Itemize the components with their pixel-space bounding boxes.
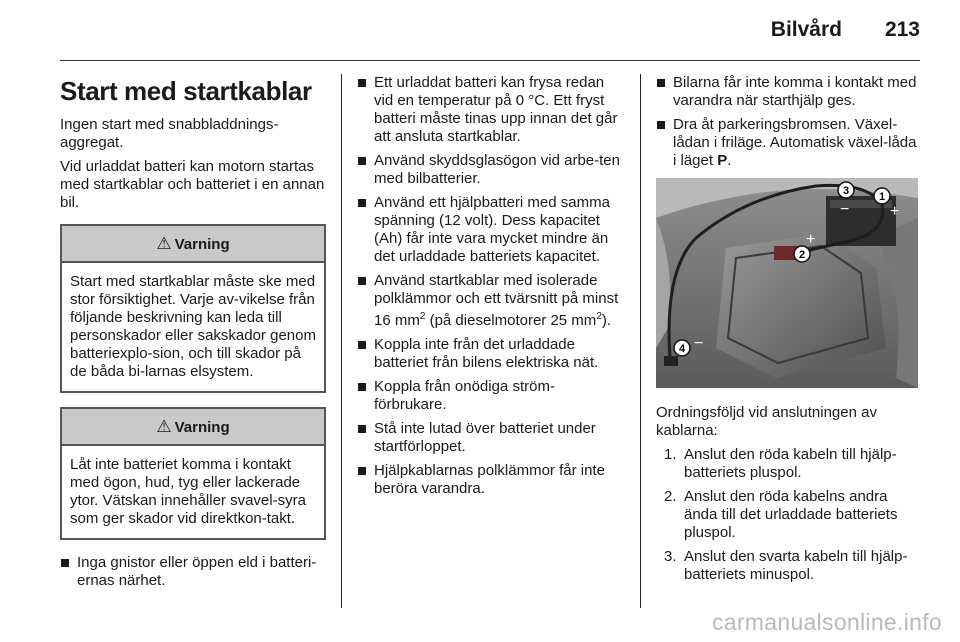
list-item: Koppla från onödiga ström-förbrukare. xyxy=(357,378,623,414)
warning-title-text: Varning xyxy=(174,419,230,436)
list-item: Ett urladdat batteri kan frysa redan vid en temperatur på 0 °C. Ett fryst batteri måste tinas upp innan det går att ansluta startkablar. xyxy=(357,74,623,146)
list-item: Använd skyddsglasögon vid arbe-ten med bilbatterier. xyxy=(357,152,623,188)
bullet-list-col1 xyxy=(60,554,326,590)
list-item: 1. Anslut den röda kabeln till hjälp-batteriets pluspol. xyxy=(664,446,897,481)
warning-box-2 xyxy=(60,407,326,540)
page-header xyxy=(60,16,920,60)
list-item: 2. Anslut den röda kabelns andra ända till det urladdade batteriets pluspol. xyxy=(664,488,898,541)
list-item: Dra åt parkeringsbromsen. Växel-lådan i friläge. Automatisk växel-låda i läget P. xyxy=(656,116,922,170)
list-item: Stå inte lutad över batteriet under startförloppet. xyxy=(357,420,623,456)
list-item: 3. Anslut den svarta kabeln till hjälp-batteriets minuspol. xyxy=(664,548,908,583)
warning-triangle-icon: ⚠ xyxy=(156,417,172,436)
column-3 xyxy=(656,74,922,590)
column-2 xyxy=(357,74,623,504)
bullet-square-icon xyxy=(358,425,366,433)
warning-text: Start med startkablar måste ske med stor försiktighet. Varje av-vikelse från följande beskrivning kan leda till personskador eller sakskador genom batteriexplo-sion, och till skador på de båda bi-larnas elsystem. xyxy=(70,273,316,380)
bullet-square-icon xyxy=(358,79,366,87)
section-name: Bilvård xyxy=(770,18,842,41)
svg-text:4: 4 xyxy=(678,343,686,355)
bullet-list-col3 xyxy=(656,74,922,170)
warning-title-text: Varning xyxy=(174,236,230,253)
plus-sign-1: + xyxy=(890,203,900,220)
list-item: Bilarna får inte komma i kontakt med varandra när starthjälp ges. xyxy=(656,74,922,110)
callout-4 xyxy=(674,340,690,356)
warning-triangle-icon: ⚠ xyxy=(156,234,172,253)
sequence-intro: Ordningsföljd vid anslutningen av kablarna: xyxy=(656,404,877,439)
watermark: carmanualsonline.info xyxy=(711,609,942,635)
bullet-square-icon xyxy=(358,277,366,285)
svg-text:2: 2 xyxy=(798,249,806,261)
list-item: Använd startkablar med isolerade polklämmor och ett tvärsnitt på minst 16 $mm^2$ (på dieselmotorer 25 $mm^2$). xyxy=(357,272,623,330)
warning-box-1 xyxy=(60,224,326,393)
column-divider-2 xyxy=(640,74,641,608)
bullet-square-icon xyxy=(358,157,366,165)
callout-3 xyxy=(838,182,854,198)
warning-title xyxy=(62,226,324,263)
bullet-square-icon xyxy=(657,121,665,129)
intro-paragraph-1: Ingen start med snabbladdnings-aggregat. xyxy=(60,116,279,151)
plus-sign-2: + xyxy=(806,231,816,248)
connection-steps xyxy=(656,446,922,584)
bullet-square-icon xyxy=(61,559,69,567)
bullet-square-icon xyxy=(358,467,366,475)
callout-1 xyxy=(874,188,890,204)
intro-paragraph-2: Vid urladdat batteri kan motorn startas med startkablar och batteriet i en annan bil. xyxy=(60,158,325,211)
warning-title xyxy=(62,409,324,446)
header-rule xyxy=(60,60,920,61)
list-item: Använd ett hjälpbatteri med samma spänning (12 volt). Dess kapacitet (Ah) får inte vara mycket mindre än det urladdade batteriets kapacitet. xyxy=(357,194,623,266)
bullet-square-icon xyxy=(358,341,366,349)
minus-sign-1: − xyxy=(840,201,850,218)
svg-text:1: 1 xyxy=(878,191,886,203)
callout-2 xyxy=(794,246,810,262)
minus-sign-2: − xyxy=(694,335,704,352)
list-item: Hjälpkablarnas polklämmor får inte beröra varandra. xyxy=(357,462,623,498)
page-number: 213 xyxy=(884,18,920,41)
list-item: Inga gnistor eller öppen eld i batteri-ernas närhet. xyxy=(60,554,326,590)
section-title: Start med startkablar xyxy=(60,76,312,106)
warning-text: Låt inte batteriet komma i kontakt med ögon, hud, tyg eller lackerade ytor. Vätskan innehåller svavel-syra som ger skador vid direktkon-takt. xyxy=(70,456,306,527)
svg-text:3: 3 xyxy=(842,185,850,197)
bullet-list-col2 xyxy=(357,74,623,498)
list-item: Koppla inte från det urladdade batteriet från bilens elektriska nät. xyxy=(357,336,623,372)
bullet-square-icon xyxy=(358,199,366,207)
bullet-square-icon xyxy=(358,383,366,391)
bullet-square-icon xyxy=(657,79,665,87)
column-1 xyxy=(60,74,326,596)
ground-clamp xyxy=(664,356,678,366)
column-divider-1 xyxy=(341,74,342,608)
engine-bay-photo xyxy=(656,178,918,388)
